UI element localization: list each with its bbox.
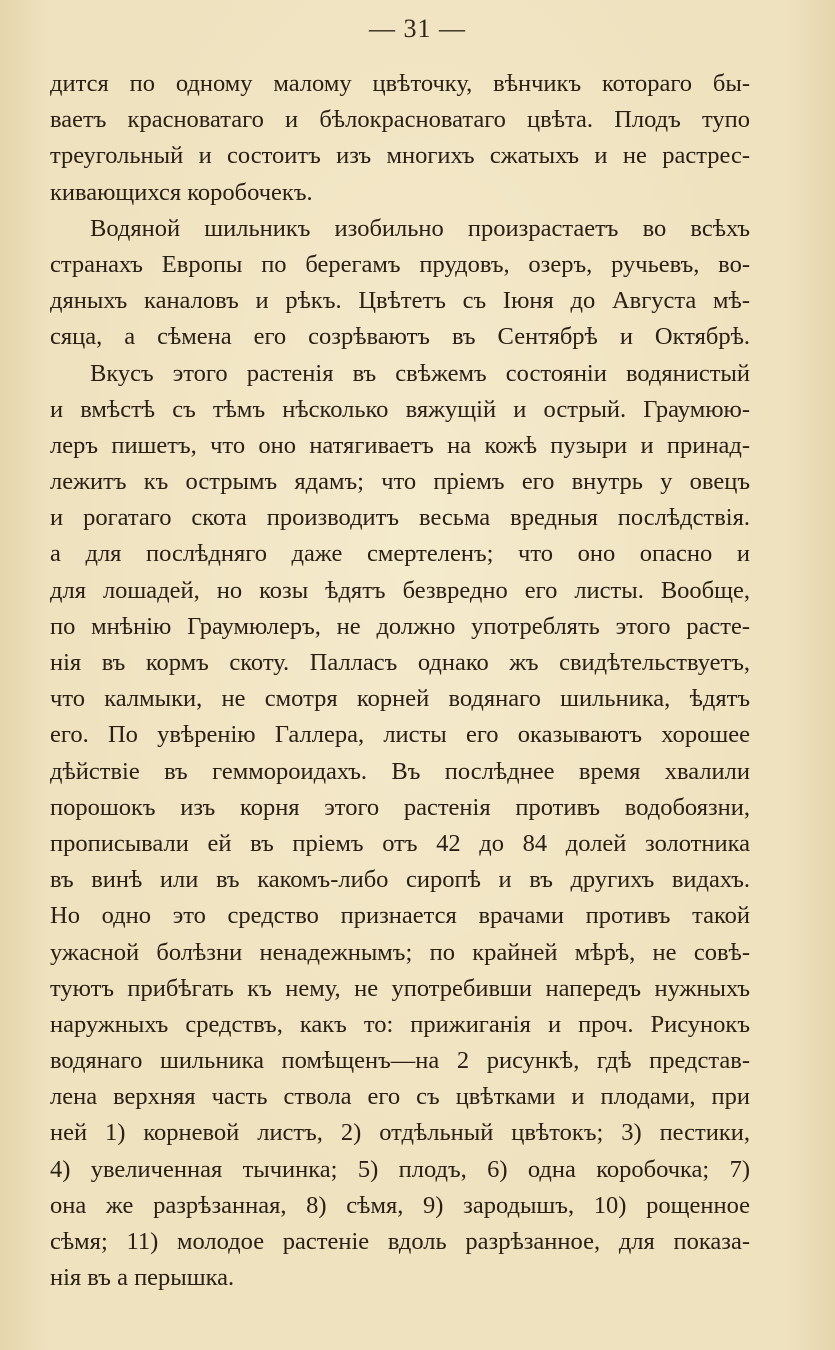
text-line: леръ пишетъ, что оно натягиваетъ на кожѣ пузыри и принад-: [50, 431, 750, 459]
text-line: треугольный и состоитъ изъ многихъ сжатыхъ и не растрес-: [50, 142, 750, 170]
body-text: [50, 66, 750, 1296]
text-line: Водяной шильникъ изобильно произрастаетъ во всѣхъ: [90, 214, 750, 242]
page-number: — 31 —: [369, 14, 466, 43]
text-line: а для послѣдняго даже смертеленъ; что оно опасно и: [50, 540, 750, 568]
text-line: лена верхняя часть ствола его съ цвѣтками и плодами, при: [50, 1083, 750, 1111]
text-line: сѣмя; 11) молодое растеніе вдоль разрѣзанное, для показа-: [50, 1228, 750, 1255]
text-line: водянаго шильника помѣщенъ—на 2 рисункѣ, гдѣ представ-: [50, 1047, 750, 1075]
text-line: и рогатаго скота производитъ весьма вредныя послѣдствія.: [50, 504, 750, 532]
text-line: нія въ кормъ скоту. Палласъ однако жъ свидѣтельствуетъ,: [50, 649, 750, 676]
text-line: 4) увеличенная тычинка; 5) плодъ, 6) одна коробочка; 7): [50, 1155, 750, 1183]
text-line: наружныхъ средствъ, какъ то: прижиганія и проч. Рисунокъ: [50, 1010, 750, 1038]
text-line: ней 1) корневой листъ, 2) отдѣльный цвѣтокъ; 3) пестики,: [50, 1119, 750, 1147]
text-line: туютъ прибѣгать къ нему, не употребивши напередъ нужныхъ: [50, 974, 750, 1002]
text-line: она же разрѣзанная, 8) сѣмя, 9) зародышъ, 10) рощенное: [50, 1191, 750, 1219]
text-line: странахъ Европы по берегамъ прудовъ, озеръ, ручьевъ, во-: [50, 250, 750, 278]
text-line: дится по одному малому цвѣточку, вѣнчикъ котораго бы-: [50, 70, 750, 97]
text-line: прописывали ей въ пріемъ отъ 42 до 84 долей золотника: [50, 829, 750, 857]
text-line: ваетъ красноватаго и бѣлокрасноватаго цвѣта. Плодъ тупо: [50, 106, 750, 134]
text-line: кивающихся коробочекъ.: [50, 178, 313, 206]
text-line: Но одно это средство признается врачами противъ такой: [50, 902, 750, 930]
text-line: по мнѣнію Граумюлеръ, не должно употреблять этого расте-: [50, 612, 750, 640]
text-line: что калмыки, не смотря корней водянаго шильника, ѣдятъ: [50, 685, 750, 713]
text-line: въ винѣ или въ какомъ-либо сиропѣ и въ другихъ видахъ.: [50, 866, 750, 894]
text-line: и вмѣстѣ съ тѣмъ нѣсколько вяжущій и острый. Граумюю-: [50, 395, 750, 423]
text-line: Вкусъ этого растенія въ свѣжемъ состояніи водянистый: [90, 359, 750, 387]
text-line: для лошадей, но козы ѣдятъ безвредно его листы. Вообще,: [50, 576, 750, 604]
text-line: дѣйствіе въ геммороидахъ. Въ послѣднее время хвалили: [50, 757, 750, 785]
text-line: его. По увѣренію Галлера, листы его оказываютъ хорошее: [50, 721, 750, 749]
text-line: порошокъ изъ корня этого растенія противъ водобоязни,: [50, 793, 750, 821]
text-line: лежитъ къ острымъ ядамъ; что пріемъ его внутрь у овецъ: [50, 468, 750, 496]
text-line: дяныхъ каналовъ и рѣкъ. Цвѣтетъ съ Іюня до Августа мѣ-: [50, 287, 750, 315]
text-line: ужасной болѣзни ненадежнымъ; по крайней мѣрѣ, не совѣ-: [50, 938, 750, 966]
text-line: нія въ а перышка.: [50, 1264, 235, 1292]
text-line: сяца, а сѣмена его созрѣваютъ въ Сентябрѣ и Октябрѣ.: [50, 323, 750, 351]
